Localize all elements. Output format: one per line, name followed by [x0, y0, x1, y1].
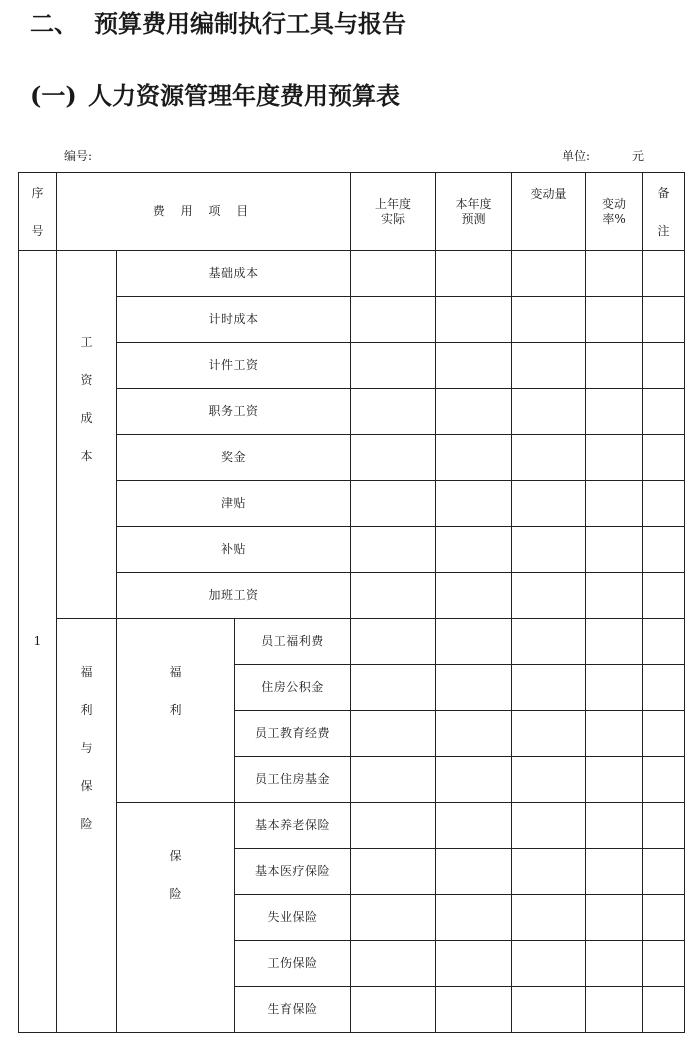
last-year-cell[interactable]	[351, 711, 436, 757]
rate-cell[interactable]	[586, 711, 643, 757]
table-row	[19, 435, 685, 481]
insurance-item: 失业保险	[235, 895, 351, 941]
table-row	[19, 527, 685, 573]
wage-item: 基础成本	[117, 251, 351, 297]
welfare-item: 员工教育经费	[235, 711, 351, 757]
table-row	[19, 297, 685, 343]
rate-cell[interactable]	[586, 435, 643, 481]
change-cell[interactable]	[512, 481, 586, 527]
this-year-cell[interactable]	[436, 895, 512, 941]
section-heading	[30, 4, 406, 39]
change-cell[interactable]	[512, 941, 586, 987]
table-header-row	[19, 173, 685, 251]
this-year-cell[interactable]	[436, 665, 512, 711]
last-year-cell[interactable]	[351, 251, 436, 297]
change-cell[interactable]	[512, 251, 586, 297]
rate-cell[interactable]	[586, 757, 643, 803]
this-year-cell[interactable]	[436, 987, 512, 1033]
this-year-cell[interactable]	[436, 573, 512, 619]
last-year-cell[interactable]	[351, 987, 436, 1033]
this-year-cell[interactable]	[436, 297, 512, 343]
seq-cell: 1	[19, 251, 57, 1033]
this-year-cell[interactable]	[436, 711, 512, 757]
remark-cell[interactable]	[643, 849, 685, 895]
change-cell[interactable]	[512, 895, 586, 941]
change-cell[interactable]	[512, 573, 586, 619]
header-seq-text: 序号	[31, 185, 44, 238]
change-cell[interactable]	[512, 619, 586, 665]
section-number: 二、	[30, 9, 78, 38]
remark-cell[interactable]	[643, 941, 685, 987]
rate-cell[interactable]	[586, 573, 643, 619]
welfare-item: 住房公积金	[235, 665, 351, 711]
insurance-item: 生育保险	[235, 987, 351, 1033]
change-cell[interactable]	[512, 757, 586, 803]
remark-cell[interactable]	[643, 987, 685, 1033]
last-year-cell[interactable]	[351, 343, 436, 389]
change-cell[interactable]	[512, 297, 586, 343]
header-last-year: 上年度 实际	[351, 173, 436, 251]
this-year-cell[interactable]	[436, 941, 512, 987]
rate-cell[interactable]	[586, 987, 643, 1033]
rate-cell[interactable]	[586, 619, 643, 665]
remark-cell[interactable]	[643, 803, 685, 849]
rate-cell[interactable]	[586, 297, 643, 343]
last-year-cell[interactable]	[351, 389, 436, 435]
change-cell[interactable]	[512, 343, 586, 389]
change-cell[interactable]	[512, 849, 586, 895]
subsection-number: (一)	[30, 81, 77, 110]
insurance-item: 基本养老保险	[235, 803, 351, 849]
remark-cell[interactable]	[643, 895, 685, 941]
section-title: 预算费用编制执行工具与报告	[94, 9, 406, 38]
last-year-cell[interactable]	[351, 297, 436, 343]
table-row	[19, 803, 685, 849]
header-remark: 备注	[643, 173, 685, 251]
last-year-cell[interactable]	[351, 941, 436, 987]
wage-group-label: 工资成本	[57, 251, 117, 619]
change-cell[interactable]	[512, 527, 586, 573]
budget-table	[18, 172, 685, 1033]
table-row	[19, 389, 685, 435]
last-year-cell[interactable]	[351, 573, 436, 619]
this-year-cell[interactable]	[436, 619, 512, 665]
this-year-cell[interactable]	[436, 343, 512, 389]
insurance-item: 工伤保险	[235, 941, 351, 987]
wage-item: 加班工资	[117, 573, 351, 619]
remark-cell[interactable]	[643, 297, 685, 343]
header-item: 费 用 项 目	[57, 173, 351, 251]
header-this-year: 本年度 预测	[436, 173, 512, 251]
insurance-item: 基本医疗保险	[235, 849, 351, 895]
last-year-cell[interactable]	[351, 665, 436, 711]
remark-cell[interactable]	[643, 435, 685, 481]
change-cell[interactable]	[512, 665, 586, 711]
this-year-cell[interactable]	[436, 849, 512, 895]
change-cell[interactable]	[512, 803, 586, 849]
last-year-cell[interactable]	[351, 435, 436, 481]
rate-cell[interactable]	[586, 251, 643, 297]
this-year-cell[interactable]	[436, 389, 512, 435]
rate-cell[interactable]	[586, 803, 643, 849]
unit-label: 单位:	[562, 149, 591, 163]
welfare-subgroup-label: 福利	[117, 619, 235, 803]
change-cell[interactable]	[512, 435, 586, 481]
remark-cell[interactable]	[643, 619, 685, 665]
insurance-subgroup-label: 保险	[117, 803, 235, 1033]
welfare-item: 员工住房基金	[235, 757, 351, 803]
wage-item: 职务工资	[117, 389, 351, 435]
this-year-cell[interactable]	[436, 481, 512, 527]
table-row	[19, 251, 685, 297]
rate-cell[interactable]	[586, 849, 643, 895]
remark-cell[interactable]	[643, 757, 685, 803]
remark-cell[interactable]	[643, 251, 685, 297]
change-cell[interactable]	[512, 711, 586, 757]
last-year-cell[interactable]	[351, 757, 436, 803]
change-cell[interactable]	[512, 987, 586, 1033]
rate-cell[interactable]	[586, 343, 643, 389]
table-row	[19, 573, 685, 619]
this-year-cell[interactable]	[436, 757, 512, 803]
welfare-item: 员工福利费	[235, 619, 351, 665]
this-year-cell[interactable]	[436, 803, 512, 849]
welfare-insurance-group-label: 福利与保险	[57, 619, 117, 1033]
rate-cell[interactable]	[586, 941, 643, 987]
subsection-title: 人力资源管理年度费用预算表	[88, 81, 400, 110]
remark-cell[interactable]	[643, 711, 685, 757]
last-year-cell[interactable]	[351, 849, 436, 895]
table-row	[19, 619, 685, 665]
header-change: 变动量	[512, 173, 586, 251]
this-year-cell[interactable]	[436, 435, 512, 481]
this-year-cell[interactable]	[436, 527, 512, 573]
subsection-heading	[30, 76, 400, 111]
remark-cell[interactable]	[643, 527, 685, 573]
rate-cell[interactable]	[586, 481, 643, 527]
rate-cell[interactable]	[586, 389, 643, 435]
change-cell[interactable]	[512, 389, 586, 435]
table-row	[19, 343, 685, 389]
this-year-cell[interactable]	[436, 251, 512, 297]
table-row	[19, 481, 685, 527]
remark-cell[interactable]	[643, 389, 685, 435]
last-year-cell[interactable]	[351, 527, 436, 573]
remark-cell[interactable]	[643, 573, 685, 619]
wage-item: 计时成本	[117, 297, 351, 343]
rate-cell[interactable]	[586, 895, 643, 941]
code-label: 编号:	[64, 149, 93, 163]
last-year-cell[interactable]	[351, 803, 436, 849]
header-rate: 变动 率%	[586, 173, 643, 251]
unit-info	[562, 147, 644, 164]
last-year-cell[interactable]	[351, 619, 436, 665]
unit-value: 元	[632, 149, 645, 163]
wage-item: 津贴	[117, 481, 351, 527]
wage-item: 计件工资	[117, 343, 351, 389]
rate-cell[interactable]	[586, 527, 643, 573]
header-seq	[19, 173, 57, 251]
wage-item: 奖金	[117, 435, 351, 481]
remark-cell[interactable]	[643, 343, 685, 389]
rate-cell[interactable]	[586, 665, 643, 711]
wage-item: 补贴	[117, 527, 351, 573]
remark-cell[interactable]	[643, 665, 685, 711]
last-year-cell[interactable]	[351, 895, 436, 941]
remark-cell[interactable]	[643, 481, 685, 527]
last-year-cell[interactable]	[351, 481, 436, 527]
